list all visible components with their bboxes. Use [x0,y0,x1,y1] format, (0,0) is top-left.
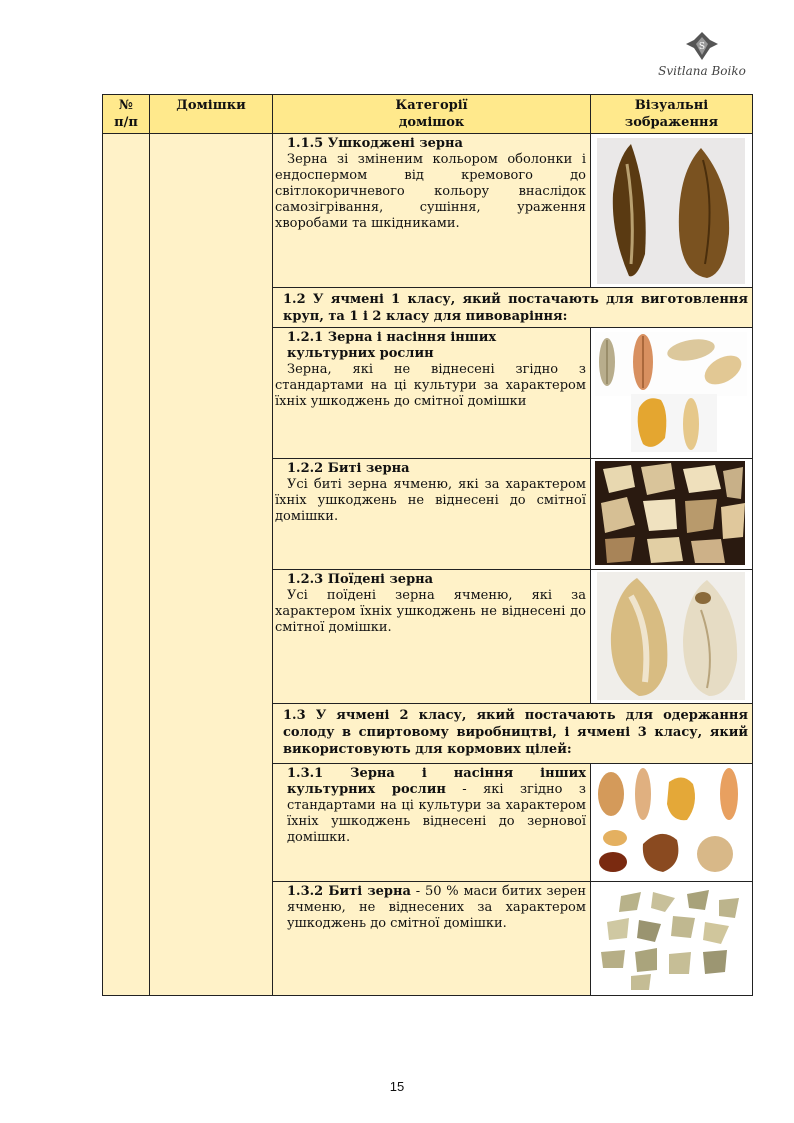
row-title: 1.2.3 Поїдені зерна [287,572,434,587]
row-title: 1.2.1 Зерна і насіння інших культурних рослин [287,330,497,361]
row-text: Зерна зі зміненим кольором оболонки і ендоспермом від кремового до світлокоричневого кольору внаслідок самозігрівання, сушіння, ураження хворобами та шкідниками. [275,152,586,231]
row-title: 1.2.2 Биті зерна [287,461,410,476]
row-text: 1.3.2 Биті зерна - 50 % маси битих зерен ячменю, не віднесених за характером ушкоджень до смітної домішки. [287,884,586,931]
section-cell [273,704,753,764]
row-title: 1.1.5 Ушкоджені зерна [287,136,463,151]
section-title: 1.2 У ячмені 1 класу, який постачають для виготовлення круп, та 1 і 2 класу для пивоваріння: [283,292,748,324]
category-cell [273,459,591,570]
logo-text: Svitlana Boiko [658,64,746,78]
section-cell [273,288,753,328]
row-text: 1.3.1 Зерна і насіння інших культурних рослин - які згідно з стандартами на ці культури за характером їхніх ушкоджень віднесені до зернової домішки. [287,766,586,845]
row-text: Усі биті зерна ячменю, які за характером їхніх ушкоджень не віднесені до смітної домішки. [275,477,586,524]
section-title: 1.3 У ячмені 2 класу, який постачають для одержання солоду в спиртовому виробництві, і ячмені 3 класу, який використовують для кормових цілей: [283,708,748,757]
image-cell [591,328,753,459]
row-text: Усі поїдені зерна ячменю, які за характером їхніх ушкоджень не віднесені до смітної домішки. [275,588,586,635]
eaten-grain-image [591,570,751,702]
header-impurities: Домішки [150,95,273,134]
category-cell [273,882,591,996]
header-num: № п/п [103,95,150,134]
image-cell [591,459,753,570]
category-cell [273,134,591,288]
impurities-cell [150,134,273,996]
category-cell [273,764,591,882]
other-crops-seeds-image-2 [591,764,751,880]
header-categories: Категорії домішок [273,95,591,134]
table-header-row [103,95,753,134]
impurities-table [102,94,753,996]
row-text: Зерна, які не віднесені згідно з стандартами на ці культури за характером їхніх ушкоджень до смітної домішки [275,362,586,409]
broken-grain-image [591,459,751,567]
logo [648,30,756,86]
header-visual: Візуальні зображення [591,95,753,134]
num-cell [103,134,150,996]
image-cell [591,570,753,704]
row-title: 1.3.2 Биті зерна [287,884,411,899]
damaged-grain-image [591,134,751,286]
image-cell [591,134,753,288]
table-row [103,134,753,288]
logo-emblem-icon [648,30,756,64]
broken-grain-image-2 [591,882,751,994]
svg-text:S: S [698,42,706,52]
image-cell [591,764,753,882]
row-title: 1.3.1 Зерна і насіння інших культурних рослин [287,766,586,797]
other-crops-seeds-image [591,328,751,456]
image-cell [591,882,753,996]
category-cell [273,570,591,704]
page-number: 15 [389,1079,405,1094]
category-cell [273,328,591,459]
